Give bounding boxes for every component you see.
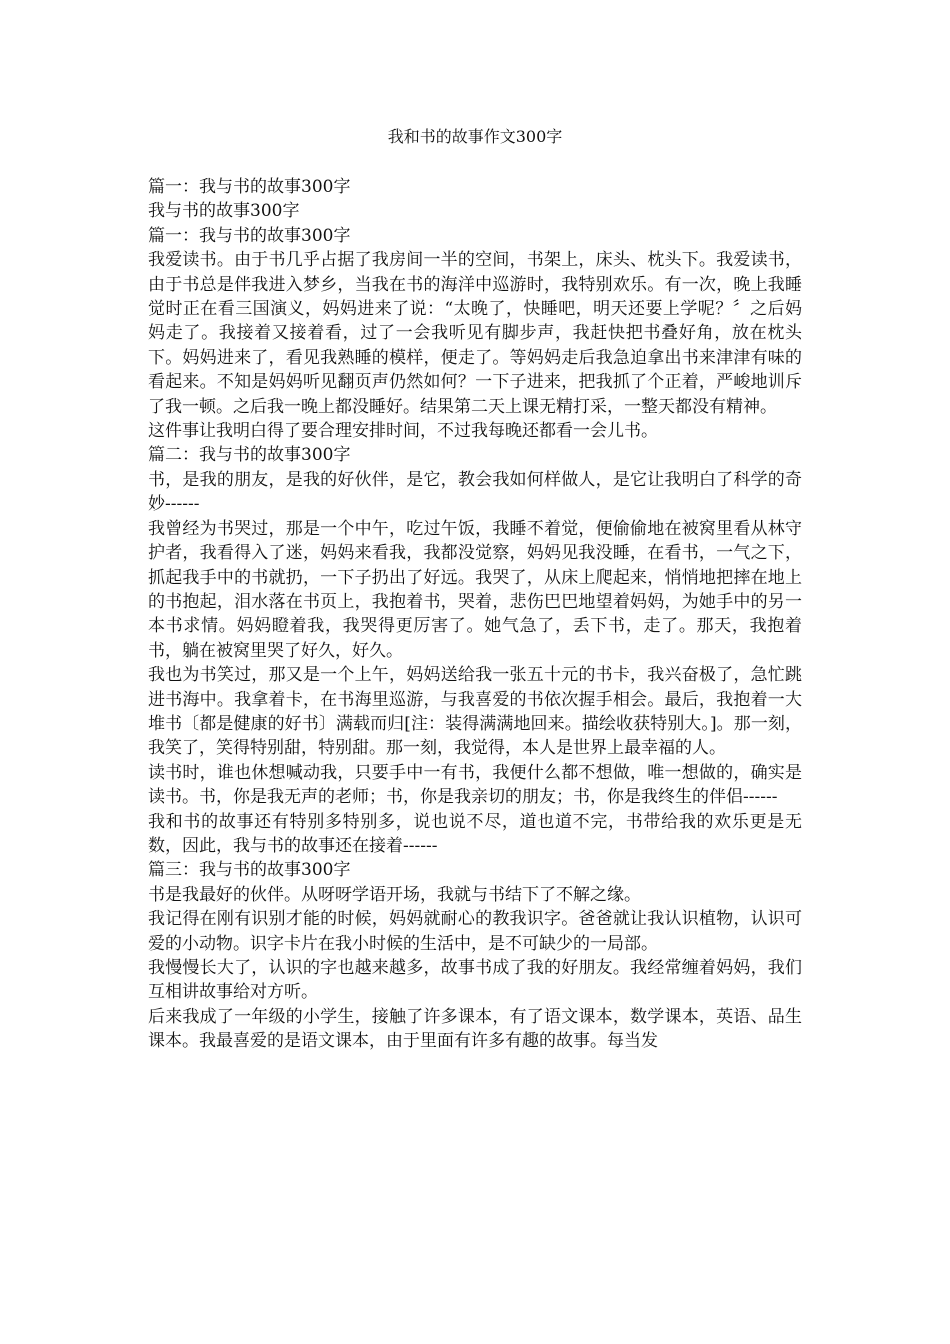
section-heading: 篇三：我与书的故事300字: [148, 860, 351, 881]
paragraph: 书，是我的朋友，是我的好伙伴，是它，教会我如何样做人，是它让我明白了科学的奇妙------: [148, 469, 802, 515]
paragraph: 这件事让我明白得了要合理安排时间，不过我每晚还都看一会儿书。: [148, 421, 658, 442]
section-heading: 篇一：我与书的故事300字: [148, 225, 351, 246]
paragraph: 我慢慢长大了，认识的字也越来越多，故事书成了我的好朋友。我经常缠着妈妈，我们互相讲故事给对方听。: [148, 958, 802, 1003]
paragraph: 我记得在刚有识别才能的时候，妈妈就耐心的教我识字。爸爸就让我认识植物，认识可爱的小动物。识字卡片在我小时候的生活中，是不可缺少的一局部。: [148, 909, 802, 954]
paragraph: 我也为书笑过，那又是一个上午，妈妈送给我一张五十元的书卡，我兴奋极了，急忙跳进书海中。我拿着卡，在书海里巡游，与我喜爱的书依次握手相会。最后，我抱着一大堆书〔都是健康的好书〕满载而归[注：装得满满地回来。描绘收获特别大。]。那一刻，我笑了，笑得特别甜，特别甜。那一刻，我觉得，本人是世界上最幸福的人。: [148, 665, 802, 759]
paragraph: 我爱读书。由于书几乎占据了我房间一半的空间，书架上，床头、枕头下。我爱读书，由于书总是伴我进入梦乡，当我在书的海洋中巡游时，我特别欢乐。有一次，晚上我睡觉时正在看三国演义，妈妈进来了说：“太晚了，快睡吧，明天还要上学呢？〞之后妈妈走了。我接着又接着看，过了一会我听见有脚步声，我赶快把书叠好角，放在枕头下。妈妈进来了，看见我熟睡的模样，便走了。等妈妈走后我急迫拿出书来津津有味的看起来。不知是妈妈听见翻页声仍然如何？一下子进来，把我抓了个正着，严峻地训斥了我一顿。之后我一晚上都没睡好。结果第二天上课无精打采，一整天都没有精神。: [148, 250, 802, 417]
paragraph: 读书时，谁也休想喊动我，只要手中一有书，我便什么都不想做，唯一想做的，确实是读书。书，你是我无声的老师；书，你是我亲切的朋友；书，你是我终生的伴侣------: [148, 762, 802, 808]
section-heading: 篇一：我与书的故事300字: [148, 177, 351, 197]
paragraph: 我曾经为书哭过，那是一个中午，吃过午饭，我睡不着觉，便偷偷地在被窝里看从林守护者，我看得入了迷，妈妈来看我，我都没觉察，妈妈见我没睡，在看书，一气之下，抓起我手中的书就扔，一下子扔出了好远。我哭了，从床上爬起来，悄悄地把摔在地上的书抱起，泪水落在书页上，我抱着书，哭着，悲伤巴巴地望着妈妈，为她手中的另一本书求情。妈妈瞪着我，我哭得更厉害了。她气急了，丢下书，走了。那天，我抱着书，躺在被窝里哭了好久，好久。: [148, 518, 802, 661]
paragraph: 我和书的故事还有特别多特别多，说也说不尽，道也道不完，书带给我的欢乐更是无数，因此，我与书的故事还在接着------: [148, 811, 802, 856]
paragraph: 后来我成了一年级的小学生，接触了许多课本，有了语文课本，数学课本，英语、品生课本。我最喜爱的是语文课本，由于里面有许多有趣的故事。每当发: [148, 1006, 802, 1052]
section-heading: 篇二：我与书的故事300字: [148, 445, 351, 466]
document-body: [148, 175, 802, 1054]
document-title: 我和书的故事作文300字: [387, 127, 563, 146]
subtitle-line: 我与书的故事300字: [148, 201, 300, 222]
paragraph: 书是我最好的伙伴。从呀呀学语开场，我就与书结下了不解之缘。: [148, 884, 641, 905]
